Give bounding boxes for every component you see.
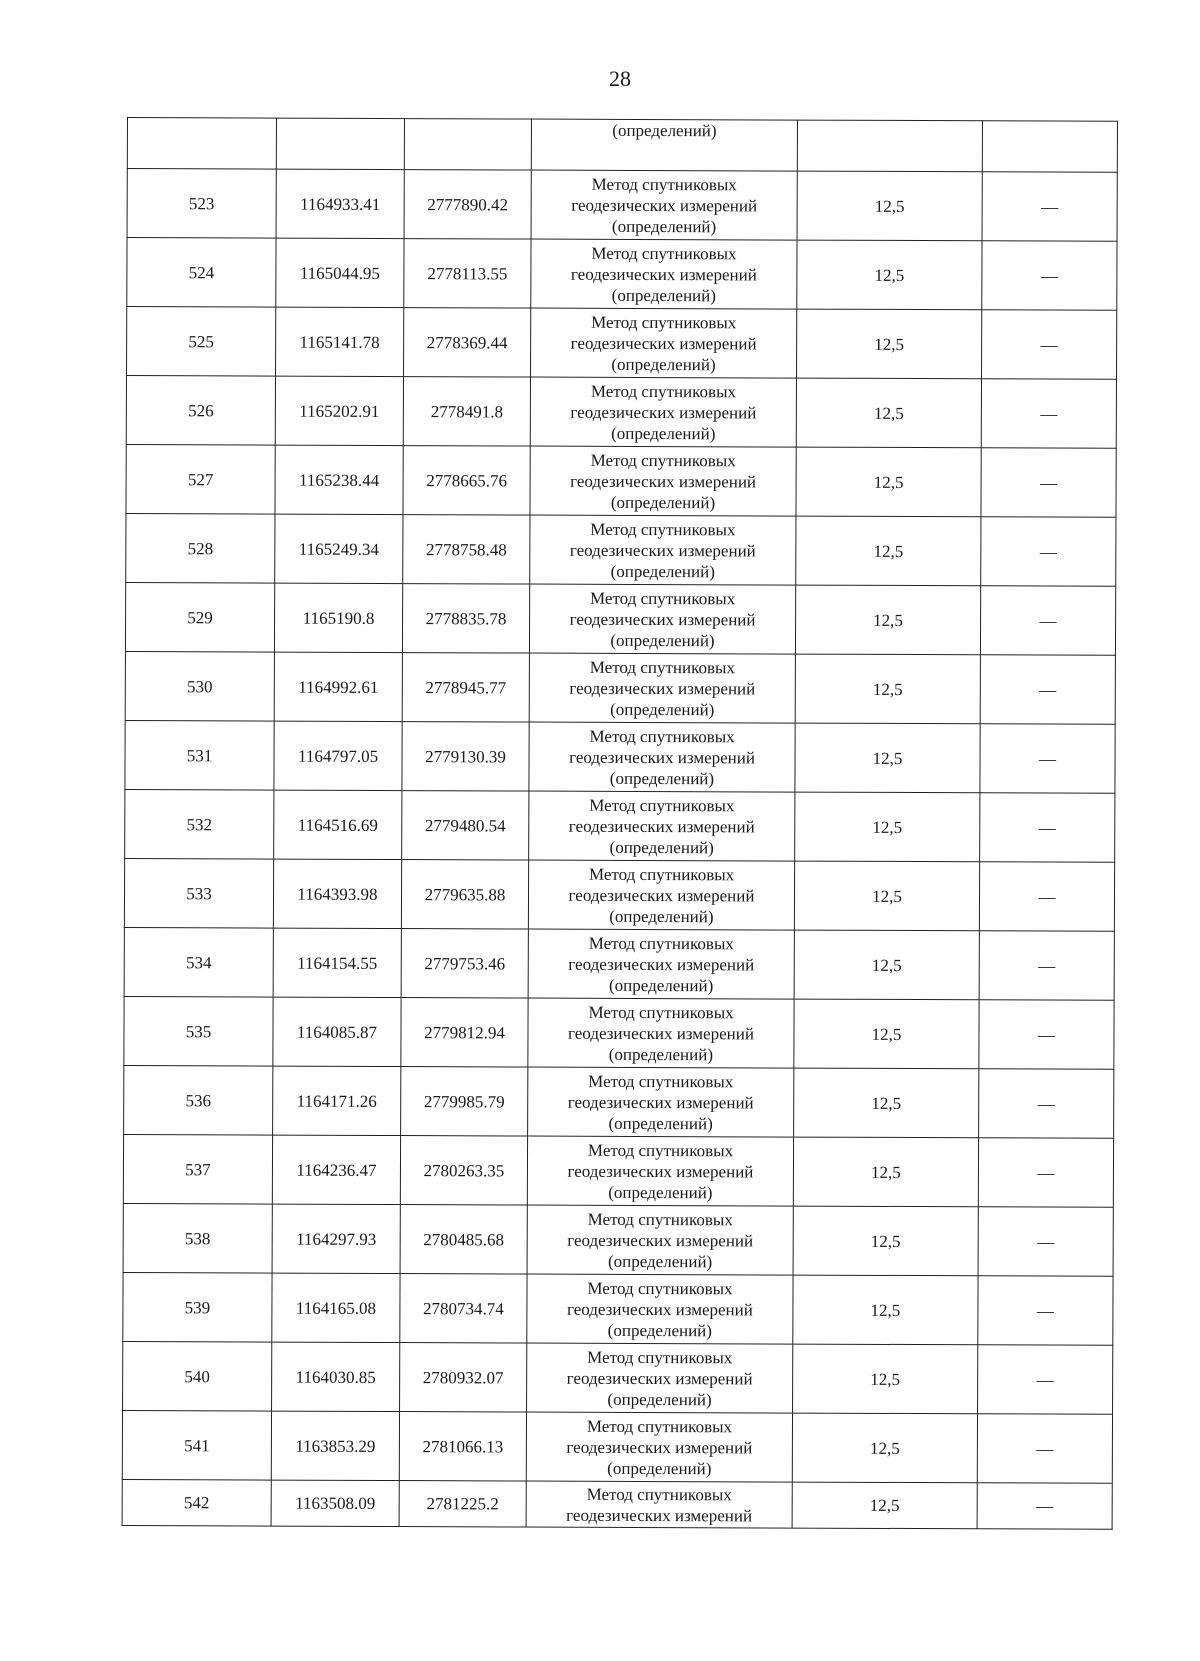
point-number-cell: 527 — [126, 444, 275, 514]
accuracy-cell: 12,5 — [795, 585, 980, 655]
accuracy-cell: 12,5 — [793, 1206, 978, 1276]
method-line: Метод спутниковых — [587, 1278, 733, 1298]
method-line: геодезических измерений — [568, 954, 755, 974]
method-line: Метод спутниковых — [590, 381, 737, 401]
method-line: Метод спутниковых — [587, 1347, 733, 1367]
method-line: (определений) — [611, 354, 716, 374]
accuracy-cell: 12,5 — [796, 447, 981, 517]
note-cell: — — [978, 1207, 1113, 1277]
table-cell — [276, 118, 404, 169]
note-cell: — — [980, 793, 1115, 863]
point-number-cell: 525 — [127, 307, 276, 377]
method-line: (определений) — [607, 1458, 712, 1478]
method-line: геодезических измерений — [568, 885, 755, 905]
coordinates-table — [122, 117, 1118, 1530]
point-number-cell: 541 — [122, 1410, 271, 1480]
table-row — [125, 651, 1115, 724]
table-row — [124, 927, 1114, 1000]
accuracy-cell: 12,5 — [796, 378, 981, 448]
y-coordinate-cell: 2780263.35 — [400, 1136, 527, 1205]
x-coordinate-cell: 1164171.26 — [273, 1066, 401, 1135]
x-coordinate-cell: 1165238.44 — [275, 445, 403, 514]
method-cell — [527, 1205, 793, 1275]
method-cell — [531, 170, 797, 240]
note-cell: — — [981, 517, 1116, 587]
method-line: геодезических измерений — [566, 1368, 753, 1388]
method-cell — [527, 1274, 793, 1344]
accuracy-cell: 12,5 — [795, 723, 980, 793]
method-cell — [529, 722, 795, 792]
point-number-cell: 529 — [125, 582, 274, 652]
note-cell: — — [978, 1138, 1113, 1208]
note-cell: — — [977, 1483, 1112, 1530]
method-line: геодезических измерений — [570, 264, 757, 284]
y-coordinate-cell: 2780932.07 — [400, 1343, 527, 1412]
table-body — [122, 118, 1117, 1530]
method-line: Метод спутниковых — [588, 864, 735, 884]
method-cell — [526, 1481, 792, 1528]
note-cell: — — [979, 931, 1114, 1001]
y-coordinate-cell: 2781066.13 — [399, 1412, 526, 1481]
x-coordinate-cell: 1165141.78 — [276, 307, 404, 376]
y-coordinate-cell: 2778113.55 — [404, 239, 531, 308]
method-line: Метод спутниковых — [591, 243, 737, 263]
table-row — [124, 996, 1114, 1069]
method-line: (определений) — [609, 768, 715, 788]
method-line: (определений) — [611, 216, 717, 236]
y-coordinate-cell: 2779985.79 — [401, 1067, 528, 1136]
y-coordinate-cell: 2779635.88 — [401, 860, 528, 929]
note-cell: — — [979, 1000, 1114, 1070]
note-cell: — — [978, 1345, 1113, 1415]
method-line: Метод спутниковых — [586, 1484, 732, 1504]
method-line: геодезических измерений — [566, 1505, 753, 1525]
x-coordinate-cell: 1164085.87 — [273, 997, 401, 1066]
method-cell — [526, 1412, 792, 1482]
method-line: геодезических измерений — [569, 678, 756, 698]
y-coordinate-cell: 2781225.2 — [399, 1481, 526, 1527]
continuation-method-cell: (определений) — [531, 119, 797, 171]
note-cell: — — [980, 655, 1115, 725]
y-coordinate-cell: 2779812.94 — [401, 998, 528, 1067]
method-line: (определений) — [607, 1389, 712, 1409]
method-line: Метод спутниковых — [586, 1416, 733, 1436]
x-coordinate-cell: 1164393.98 — [273, 859, 401, 928]
point-number-cell: 523 — [127, 169, 276, 239]
note-cell: — — [980, 724, 1115, 794]
method-cell — [528, 860, 794, 930]
table-row — [126, 444, 1116, 517]
method-cell — [529, 584, 795, 654]
accuracy-cell: 12,5 — [793, 1344, 978, 1414]
method-line: Метод спутниковых — [589, 795, 735, 815]
table-row — [123, 1134, 1113, 1207]
method-line: (определений) — [608, 1044, 714, 1064]
method-line: Метод спутниковых — [590, 450, 736, 470]
table-row — [123, 1341, 1113, 1414]
method-line: (определений) — [610, 699, 715, 719]
method-line: (определений) — [610, 630, 715, 650]
y-coordinate-cell: 2777890.42 — [404, 170, 531, 239]
method-cell — [530, 446, 796, 516]
method-cell — [530, 515, 796, 585]
point-number-cell: 536 — [124, 1065, 273, 1135]
point-number-cell: 531 — [125, 720, 274, 790]
x-coordinate-cell: 1165190.8 — [274, 583, 402, 652]
accuracy-cell: 12,5 — [795, 654, 980, 724]
method-line: геодезических измерений — [570, 471, 757, 491]
x-coordinate-cell: 1163853.29 — [271, 1411, 399, 1480]
x-coordinate-cell: 1164516.69 — [274, 790, 402, 859]
table-row — [124, 858, 1114, 931]
point-number-cell: 526 — [126, 376, 275, 446]
table-row — [127, 169, 1117, 242]
accuracy-cell: 12,5 — [797, 171, 982, 241]
method-cell — [527, 1136, 793, 1206]
method-line: Метод спутниковых — [591, 174, 737, 194]
method-line: Метод спутниковых — [590, 519, 736, 539]
note-cell: — — [981, 448, 1116, 518]
method-line: Метод спутниковых — [588, 1002, 734, 1022]
method-line: (определений) — [607, 1251, 713, 1271]
continuation-row — [127, 118, 1117, 173]
method-line: (определений) — [610, 561, 715, 581]
page-number: 28 — [609, 66, 631, 91]
x-coordinate-cell: 1165202.91 — [275, 376, 403, 445]
y-coordinate-cell: 2779480.54 — [402, 791, 529, 860]
note-cell: — — [982, 310, 1117, 380]
point-number-cell: 539 — [123, 1272, 272, 1342]
method-cell — [528, 998, 794, 1068]
note-cell: — — [978, 1276, 1113, 1346]
accuracy-cell: 12,5 — [792, 1413, 977, 1483]
method-line: геодезических измерений — [570, 402, 757, 422]
accuracy-cell: 12,5 — [795, 792, 980, 862]
point-number-cell: 540 — [123, 1341, 272, 1411]
method-line: (определений) — [611, 285, 716, 305]
method-line: (определений) — [608, 1182, 713, 1202]
method-cell — [529, 653, 795, 723]
table-row — [124, 1065, 1114, 1138]
y-coordinate-cell: 2778758.48 — [403, 515, 530, 584]
method-line: (определений) — [607, 1320, 713, 1340]
method-line: геодезических измерений — [567, 1161, 754, 1181]
method-line: Метод спутниковых — [589, 657, 736, 677]
method-line: геодезических измерений — [569, 747, 756, 767]
accuracy-cell: 12,5 — [794, 1068, 979, 1138]
point-number-cell: 524 — [127, 238, 276, 308]
table-cell — [982, 121, 1117, 173]
x-coordinate-cell: 1165044.95 — [276, 238, 404, 307]
y-coordinate-cell: 2779753.46 — [401, 929, 528, 998]
table-row — [125, 720, 1115, 793]
table-row — [126, 376, 1116, 449]
x-coordinate-cell: 1165249.34 — [275, 514, 403, 583]
method-line: Метод спутниковых — [589, 726, 735, 746]
accuracy-cell: 12,5 — [794, 999, 979, 1069]
accuracy-cell: 12,5 — [796, 516, 981, 586]
method-cell — [530, 377, 796, 447]
point-number-cell: 528 — [126, 513, 275, 583]
y-coordinate-cell: 2779130.39 — [402, 722, 529, 791]
method-line: геодезических измерений — [566, 1299, 753, 1319]
y-coordinate-cell: 2778945.77 — [402, 653, 529, 722]
y-coordinate-cell: 2778369.44 — [404, 308, 531, 377]
x-coordinate-cell: 1164236.47 — [272, 1135, 400, 1204]
table-row — [127, 238, 1117, 311]
method-line: Метод спутниковых — [591, 312, 737, 332]
table-row — [126, 513, 1116, 586]
table-cell — [797, 120, 982, 172]
note-cell: — — [982, 241, 1117, 311]
method-line: Метод спутниковых — [587, 1209, 733, 1229]
method-line: Метод спутниковых — [587, 1140, 734, 1160]
method-line: (определений) — [611, 423, 716, 443]
note-cell: — — [981, 379, 1116, 449]
point-number-cell: 537 — [123, 1134, 272, 1204]
accuracy-cell: 12,5 — [793, 1137, 978, 1207]
y-coordinate-cell: 2778491.8 — [403, 377, 530, 446]
x-coordinate-cell: 1164797.05 — [274, 721, 402, 790]
method-line: Метод спутниковых — [588, 1071, 734, 1091]
accuracy-cell: 12,5 — [797, 309, 982, 379]
method-cell — [528, 929, 794, 999]
point-number-cell: 535 — [124, 996, 273, 1066]
x-coordinate-cell: 1164165.08 — [272, 1273, 400, 1342]
point-number-cell: 542 — [122, 1479, 271, 1526]
point-number-cell: 533 — [124, 858, 273, 928]
method-line: геодезических измерений — [568, 816, 755, 836]
x-coordinate-cell: 1164030.85 — [272, 1342, 400, 1411]
method-line: (определений) — [608, 1113, 713, 1133]
method-line: геодезических измерений — [569, 540, 756, 560]
method-cell — [531, 308, 797, 378]
method-line: геодезических измерений — [569, 609, 756, 629]
point-number-cell: 532 — [125, 789, 274, 859]
y-coordinate-cell: 2778665.76 — [403, 446, 530, 515]
table-cell — [404, 119, 531, 170]
table-row — [125, 582, 1115, 655]
accuracy-cell: 12,5 — [797, 240, 982, 310]
method-line: геодезических измерений — [571, 195, 758, 215]
table-row — [123, 1203, 1113, 1276]
y-coordinate-cell: 2780485.68 — [400, 1205, 527, 1274]
method-line: (определений) — [609, 837, 714, 857]
note-cell: — — [977, 1414, 1112, 1484]
x-coordinate-cell: 1164992.61 — [274, 652, 402, 721]
method-line: Метод спутниковых — [590, 588, 736, 608]
note-cell: — — [982, 172, 1117, 242]
method-line: геодезических измерений — [567, 1023, 754, 1043]
accuracy-cell: 12,5 — [793, 1275, 978, 1345]
method-line: Метод спутниковых — [588, 933, 734, 953]
x-coordinate-cell: 1164297.93 — [272, 1204, 400, 1273]
table-row — [122, 1410, 1112, 1483]
y-coordinate-cell: 2780734.74 — [400, 1274, 527, 1343]
method-line: (определений) — [610, 492, 716, 512]
note-cell: — — [980, 586, 1115, 656]
table-row — [123, 1272, 1113, 1345]
accuracy-cell: 12,5 — [792, 1482, 977, 1529]
method-cell — [529, 791, 795, 861]
point-number-cell: 530 — [125, 651, 274, 721]
point-number-cell: 538 — [123, 1203, 272, 1273]
accuracy-cell: 12,5 — [794, 861, 979, 931]
table-row — [125, 789, 1115, 862]
method-line: (определений) — [608, 975, 714, 995]
method-cell — [528, 1067, 794, 1137]
note-cell: — — [979, 862, 1114, 932]
x-coordinate-cell: 1164154.55 — [273, 928, 401, 997]
x-coordinate-cell: 1163508.09 — [271, 1480, 399, 1526]
note-cell: — — [979, 1069, 1114, 1139]
table-row — [122, 1479, 1112, 1529]
method-line: (определений) — [609, 906, 714, 926]
method-line: геодезических измерений — [567, 1092, 754, 1112]
table-row — [127, 307, 1117, 380]
x-coordinate-cell: 1164933.41 — [276, 169, 404, 238]
method-line: геодезических измерений — [567, 1230, 754, 1250]
table-cell — [127, 118, 276, 170]
method-line: геодезических измерений — [566, 1437, 753, 1457]
point-number-cell: 534 — [124, 927, 273, 997]
method-line: геодезических измерений — [570, 333, 757, 353]
method-cell — [531, 239, 797, 309]
method-cell — [527, 1343, 793, 1413]
y-coordinate-cell: 2778835.78 — [402, 584, 529, 653]
accuracy-cell: 12,5 — [794, 930, 979, 1000]
